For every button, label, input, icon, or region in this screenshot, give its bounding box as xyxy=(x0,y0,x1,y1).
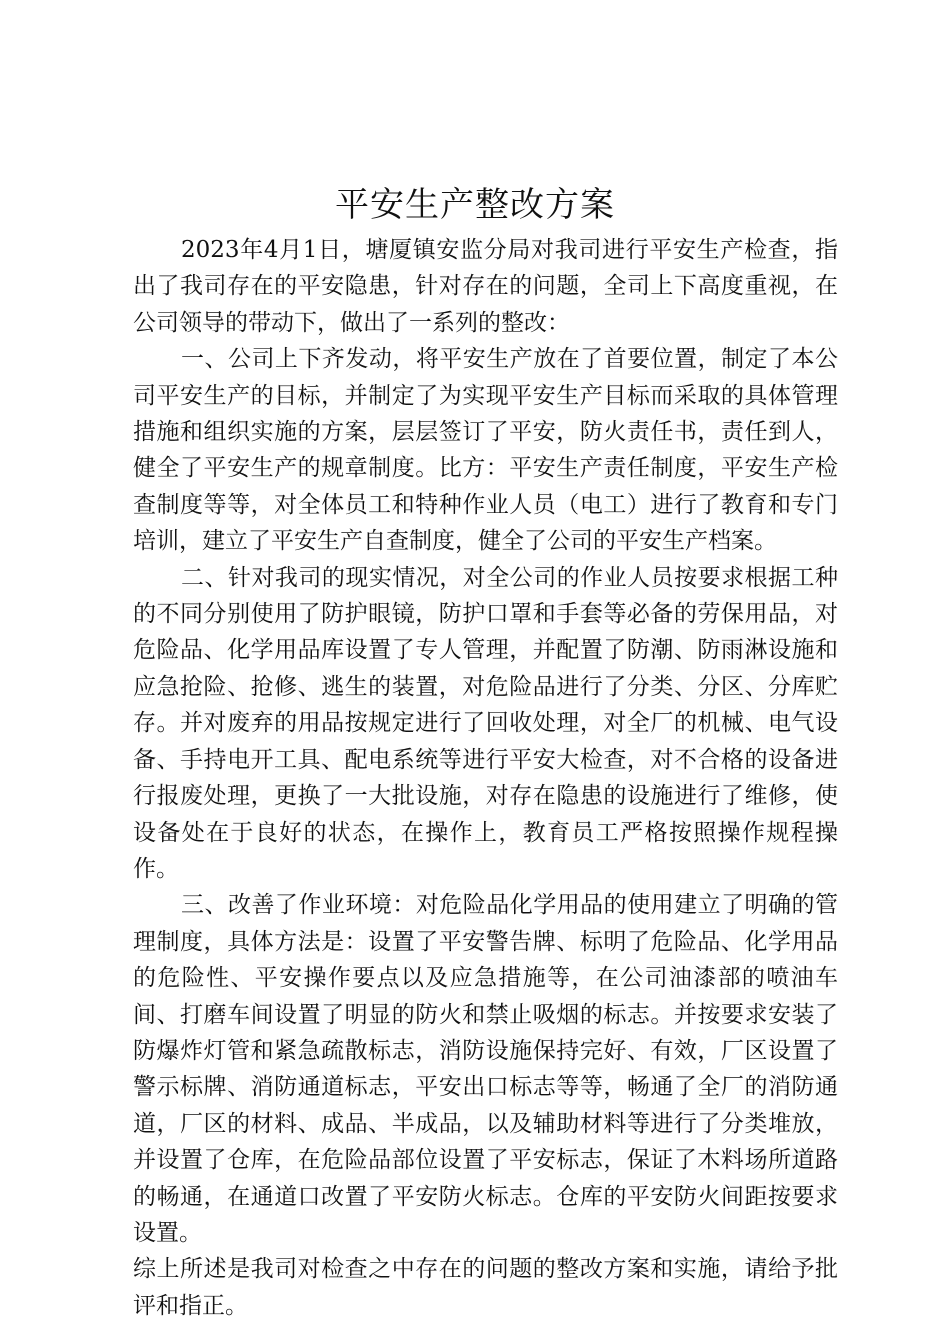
paragraph-conclusion: 综上所述是我司对检查之中存在的问题的整改方案和实施，请给予批评和指正。 xyxy=(133,1256,838,1319)
paragraph-section-1: 一、公司上下齐发动，将平安生产放在了首要位置，制定了本公司平安生产的目标，并制定了为实现平安生产目标而采取的具体管理措施和组织实施的方案，层层签订了平安，防火责任书，责任到人，健全了平安生产的规章制度。比方：平安生产责任制度，平安生产检查制度等等，对全体员工和特种作业人员（电工）进行了教育和专门培训，建立了平安生产自查制度，健全了公司的平安生产档案。 xyxy=(133,346,838,555)
paragraph-section-2: 二、针对我司的现实情况，对全公司的作业人员按要求根据工种的不同分别使用了防护眼镜，防护口罩和手套等必备的劳保用品，对危险品、化学用品库设置了专人管理，并配置了防潮、防雨淋设施和应急抢险、抢修、逃生的装置，对危险品进行了分类、分区、分库贮存。并对废弃的用品按规定进行了回收处理，对全厂的机械、电气设备、手持电开工具、配电系统等进行平安大检查，对不合格的设备进行报废处理，更换了一大批设施，对存在隐患的设施进行了维修，使设备处在于良好的状态，在操作上，教育员工严格按照操作规程操作。 xyxy=(133,564,838,882)
paragraph-intro: 2023年4月1日，塘厦镇安监分局对我司进行平安生产检查，指出了我司存在的平安隐患，针对存在的问题，全司上下高度重视，在公司领导的带动下，做出了一系列的整改： xyxy=(133,237,838,336)
document-title: 平安生产整改方案 xyxy=(335,185,615,225)
paragraph-section-3: 三、改善了作业环境：对危险品化学用品的使用建立了明确的管理制度，具体方法是：设置了平安警告牌、标明了危险品、化学用品的危险性、平安操作要点以及应急措施等，在公司油漆部的喷油车间、打磨车间设置了明显的防火和禁止吸烟的标志。并按要求安装了防爆炸灯管和紧急疏散标志，消防设施保持完好、有效，厂区设置了警示标牌、消防通道标志，平安出口标志等等，畅通了全厂的消防通道，厂区的材料、成品、半成品，以及辅助材料等进行了分类堆放，并设置了仓库，在危险品部位设置了平安标志，保证了木料场所道路的畅通，在通道口改置了平安防火标志。仓库的平安防火间距按要求设置。 xyxy=(133,892,838,1246)
document-body xyxy=(133,232,838,1324)
